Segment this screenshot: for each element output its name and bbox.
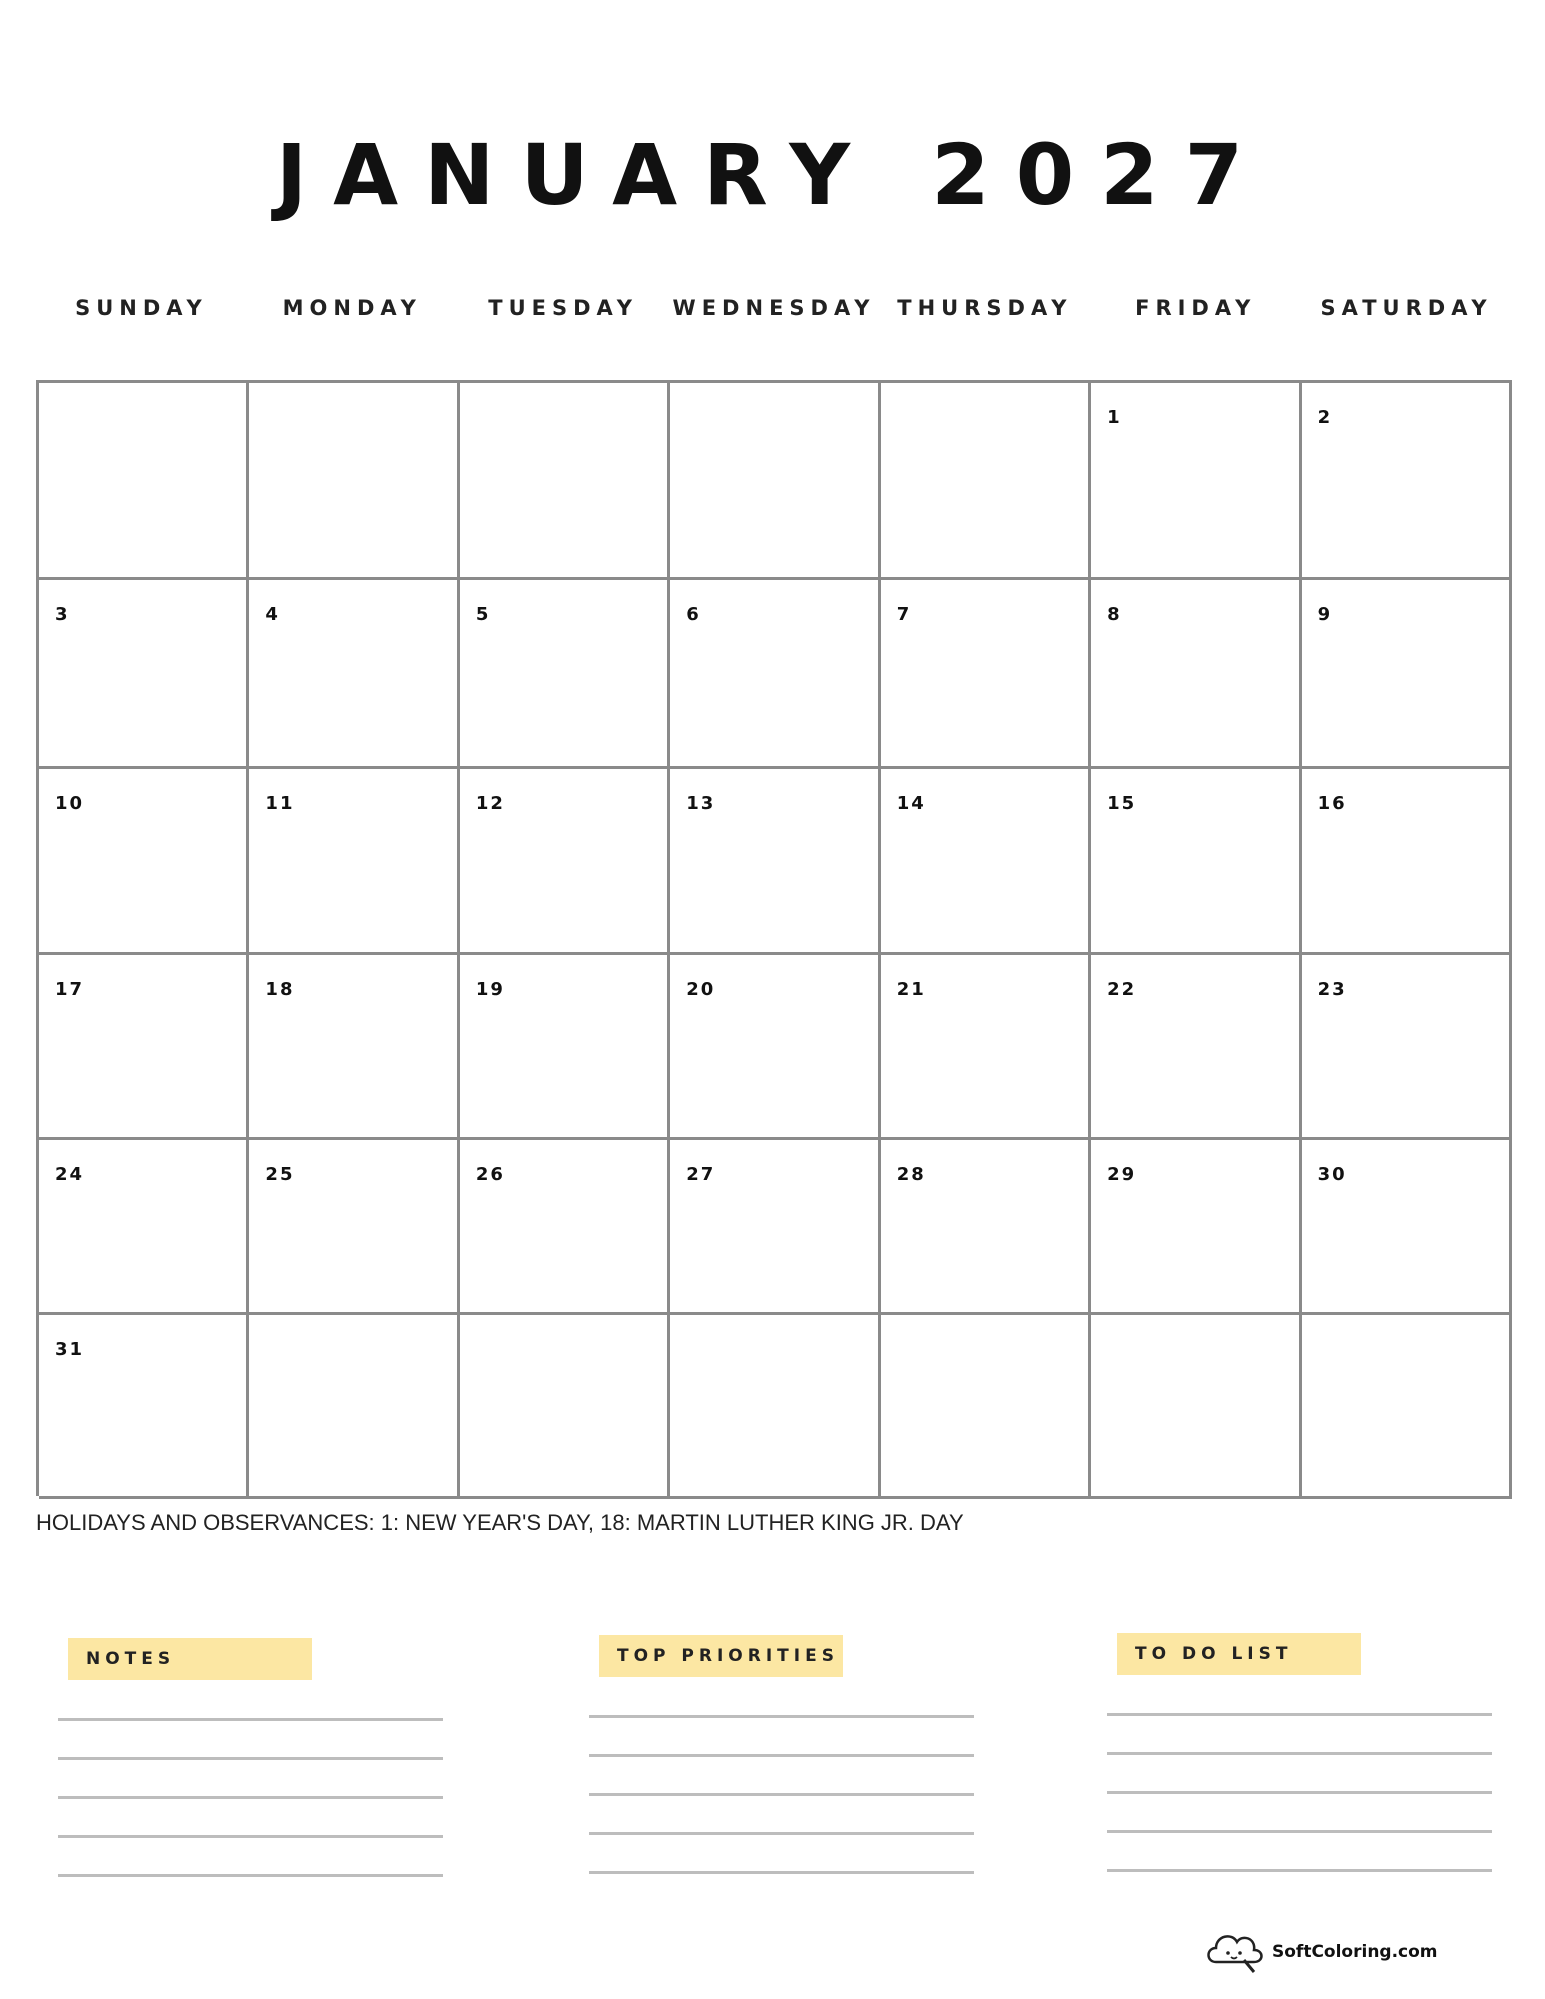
day-cell[interactable] — [1091, 383, 1301, 580]
day-number: 23 — [1317, 979, 1347, 1000]
day-number: 24 — [55, 1164, 85, 1185]
day-number: 14 — [896, 793, 926, 814]
cloud-icon — [1204, 1926, 1266, 1979]
day-cell[interactable] — [881, 580, 1091, 769]
day-cell[interactable] — [249, 769, 459, 955]
day-cell[interactable] — [249, 1315, 459, 1499]
day-cell[interactable] — [460, 1140, 670, 1315]
site-logo — [1204, 1928, 1438, 1976]
day-number: 15 — [1107, 793, 1137, 814]
day-number: 1 — [1107, 407, 1122, 428]
day-number: 3 — [55, 604, 70, 625]
day-number: 20 — [686, 979, 716, 1000]
notes-line[interactable] — [58, 1835, 443, 1838]
notes-line[interactable] — [58, 1796, 443, 1799]
day-cell[interactable] — [249, 1140, 459, 1315]
page-title: JANUARY 2027 — [275, 126, 1270, 224]
day-cell[interactable] — [39, 955, 249, 1140]
day-number: 12 — [475, 793, 505, 814]
day-number: 8 — [1107, 604, 1122, 625]
day-cell[interactable] — [39, 383, 249, 580]
day-cell[interactable] — [1302, 580, 1512, 769]
day-number: 16 — [1317, 793, 1347, 814]
day-cell[interactable] — [670, 1140, 880, 1315]
todo-line[interactable] — [1107, 1713, 1492, 1716]
day-number: 4 — [265, 604, 280, 625]
day-number: 21 — [896, 979, 926, 1000]
day-cell[interactable] — [1302, 383, 1512, 580]
day-cell[interactable] — [670, 955, 880, 1140]
day-cell[interactable] — [881, 769, 1091, 955]
day-cell[interactable] — [460, 1315, 670, 1499]
day-cell[interactable] — [881, 1315, 1091, 1499]
day-cell[interactable] — [1302, 955, 1512, 1140]
weekday-saturday: SATURDAY — [1320, 296, 1493, 320]
day-number: 7 — [896, 604, 912, 625]
weekday-sunday: SUNDAY — [75, 296, 208, 320]
day-cell[interactable] — [881, 1140, 1091, 1315]
day-number: 17 — [55, 979, 85, 1000]
day-number: 5 — [475, 604, 491, 625]
weekday-wednesday: WEDNESDAY — [672, 296, 876, 320]
day-number: 29 — [1107, 1164, 1137, 1185]
day-number: 22 — [1107, 979, 1137, 1000]
day-number: 13 — [686, 793, 716, 814]
weekday-monday: MONDAY — [282, 296, 422, 320]
day-number: 26 — [475, 1164, 505, 1185]
day-cell[interactable] — [249, 955, 459, 1140]
day-number: 28 — [896, 1164, 926, 1185]
day-cell[interactable] — [670, 1315, 880, 1499]
weekday-thursday: THURSDAY — [897, 296, 1073, 320]
day-cell[interactable] — [39, 1315, 249, 1499]
notes-line[interactable] — [58, 1874, 443, 1877]
day-cell[interactable] — [1091, 955, 1301, 1140]
day-cell[interactable] — [460, 769, 670, 955]
day-number: 18 — [265, 979, 295, 1000]
day-number: 19 — [475, 979, 505, 1000]
day-number: 30 — [1317, 1164, 1347, 1185]
day-cell[interactable] — [39, 1140, 249, 1315]
todo-line[interactable] — [1107, 1869, 1492, 1872]
priorities-line[interactable] — [589, 1793, 974, 1796]
todo-line[interactable] — [1107, 1791, 1492, 1794]
day-number: 25 — [265, 1164, 295, 1185]
day-number: 31 — [55, 1339, 85, 1360]
day-cell[interactable] — [39, 769, 249, 955]
priorities-line[interactable] — [589, 1715, 974, 1718]
weekday-tuesday: TUESDAY — [488, 296, 638, 320]
day-cell[interactable] — [670, 580, 880, 769]
logo-text: SoftColoring.com — [1272, 1942, 1438, 1962]
day-number: 2 — [1317, 407, 1333, 428]
day-number: 11 — [265, 793, 295, 814]
todo-label: TO DO LIST — [1117, 1633, 1361, 1675]
day-cell[interactable] — [1302, 1315, 1512, 1499]
day-number: 10 — [55, 793, 85, 814]
day-cell[interactable] — [1091, 1140, 1301, 1315]
day-cell[interactable] — [1091, 1315, 1301, 1499]
day-cell[interactable] — [1091, 580, 1301, 769]
day-cell[interactable] — [881, 955, 1091, 1140]
day-cell[interactable] — [460, 955, 670, 1140]
calendar-grid — [36, 380, 1512, 1496]
day-cell[interactable] — [1302, 1140, 1512, 1315]
weekday-friday: FRIDAY — [1135, 296, 1257, 320]
priorities-label: TOP PRIORITIES — [599, 1635, 843, 1677]
notes-label: NOTES — [68, 1638, 312, 1680]
notes-line[interactable] — [58, 1718, 443, 1721]
day-cell[interactable] — [1091, 769, 1301, 955]
day-cell[interactable] — [670, 383, 880, 580]
day-cell[interactable] — [39, 580, 249, 769]
weekday-header — [36, 296, 1512, 326]
day-cell[interactable] — [670, 769, 880, 955]
day-cell[interactable] — [460, 383, 670, 580]
todo-line[interactable] — [1107, 1752, 1492, 1755]
day-cell[interactable] — [249, 383, 459, 580]
day-cell[interactable] — [1302, 769, 1512, 955]
todo-line[interactable] — [1107, 1830, 1492, 1833]
day-cell[interactable] — [249, 580, 459, 769]
day-number: 6 — [686, 604, 701, 625]
day-number: 9 — [1317, 604, 1333, 625]
priorities-line[interactable] — [589, 1871, 974, 1874]
priorities-line[interactable] — [589, 1754, 974, 1757]
priorities-line[interactable] — [589, 1832, 974, 1835]
holidays-note: HOLIDAYS AND OBSERVANCES: 1: NEW YEAR'S DAY, 18: MARTIN LUTHER KING JR. DAY — [36, 1510, 964, 1535]
day-number: 27 — [686, 1164, 716, 1185]
day-cell[interactable] — [460, 580, 670, 769]
day-cell[interactable] — [881, 383, 1091, 580]
notes-line[interactable] — [58, 1757, 443, 1760]
